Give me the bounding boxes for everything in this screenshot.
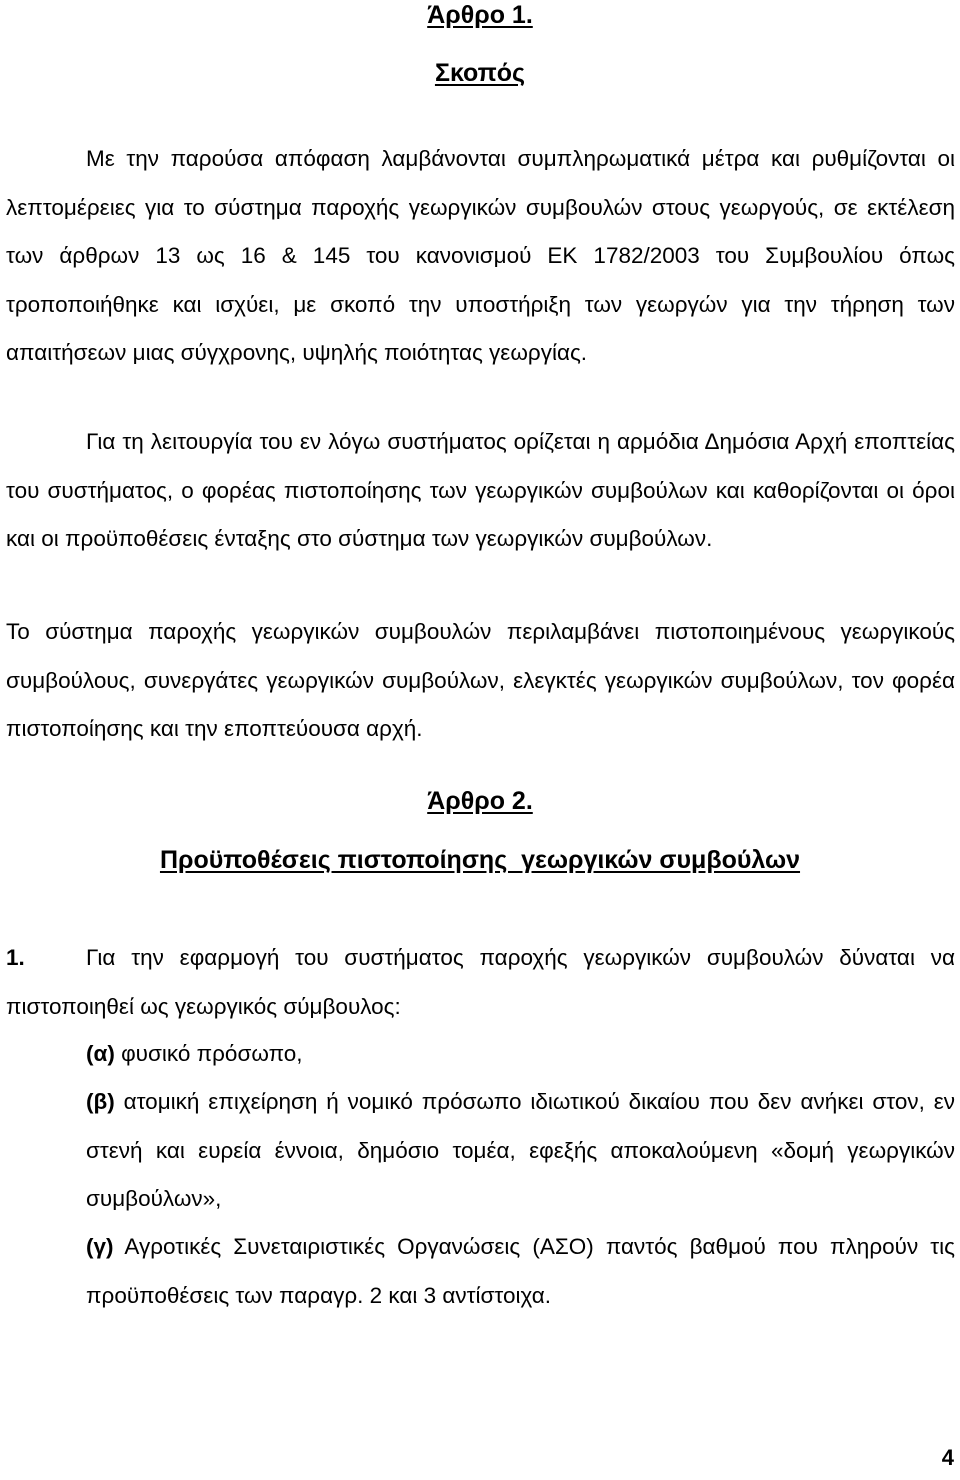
list-item-text: Για την εφαρμογή του συστήματος παροχής γεωργικών συμβουλών δύναται να πιστοποιηθεί ως γεωργικός σύμβουλος:	[6, 945, 955, 1019]
article-2-heading: Άρθρο 2.	[427, 787, 533, 815]
sub-item-text: Αγροτικές Συνεταιριστικές Οργανώσεις (ΑΣΟ) παντός βαθμού που πληρούν τις προϋποθέσεις των παραγρ. 2 και 3 αντίστοιχα.	[86, 1234, 955, 1308]
sub-item-text: φυσικό πρόσωπο,	[121, 1041, 303, 1066]
page-number: 4	[941, 1445, 954, 1470]
sub-item-text: ατομική επιχείρηση ή νομικό πρόσωπο ιδιωτικού δικαίου που δεν ανήκει στον, εν στενή και ευρεία έννοια, δημόσιο τομέα, εφεξής αποκαλούμενη «δομή γεωργικών συμβούλων»,	[86, 1089, 955, 1211]
article-1-paragraph-3: Το σύστημα παροχής γεωργικών συμβουλών περιλαμβάνει πιστοποιημένους γεωργικούς συμβούλους, συνεργάτες γεωργικών συμβούλων, ελεγκτές γεωργικών συμβούλων, τον φορέα πιστοποίησης και την εποπτεύουσα αρχή.	[6, 619, 955, 741]
sub-item-b	[86, 1078, 955, 1224]
sub-item-label: (γ)	[86, 1234, 114, 1259]
article-1-subheading: Σκοπός	[434, 59, 526, 87]
article-2-subheading: Προϋποθέσεις πιστοποίησης γεωργικών συμβούλων	[159, 846, 801, 874]
article-1-paragraph-1: Με την παρούσα απόφαση λαμβάνονται συμπληρωματικά μέτρα και ρυθμίζονται οι λεπτομέρειες για το σύστημα παροχής γεωργικών συμβουλών στους γεωργούς, σε εκτέλεση των άρθρων 13 ως 16 & 145 του κανονισμού ΕΚ 1782/2003 του Συμβουλίου όπως τροποποιήθηκε και ισχύει, με σκοπό την υποστήριξη των γεωργών για την τήρηση των απαιτήσεων μιας σύγχρονης, υψηλής ποιότητας γεωργίας.	[6, 146, 955, 365]
sub-item-a	[86, 1030, 955, 1079]
article-1-paragraph-2: Για τη λειτουργία του εν λόγω συστήματος ορίζεται η αρμόδια Δημόσια Αρχή εποπτείας του συστήματος, ο φορέας πιστοποίησης των γεωργικών συμβούλων και καθορίζονται οι όροι και οι προϋποθέσεις ένταξης στο σύστημα των γεωργικών συμβούλων.	[6, 429, 955, 551]
list-item-1	[6, 934, 955, 1031]
sub-item-c	[86, 1223, 955, 1320]
list-item-number: 1.	[6, 945, 25, 970]
sub-item-label: (α)	[86, 1041, 115, 1066]
article-1-heading: Άρθρο 1.	[427, 1, 533, 29]
sub-item-label: (β)	[86, 1089, 115, 1114]
